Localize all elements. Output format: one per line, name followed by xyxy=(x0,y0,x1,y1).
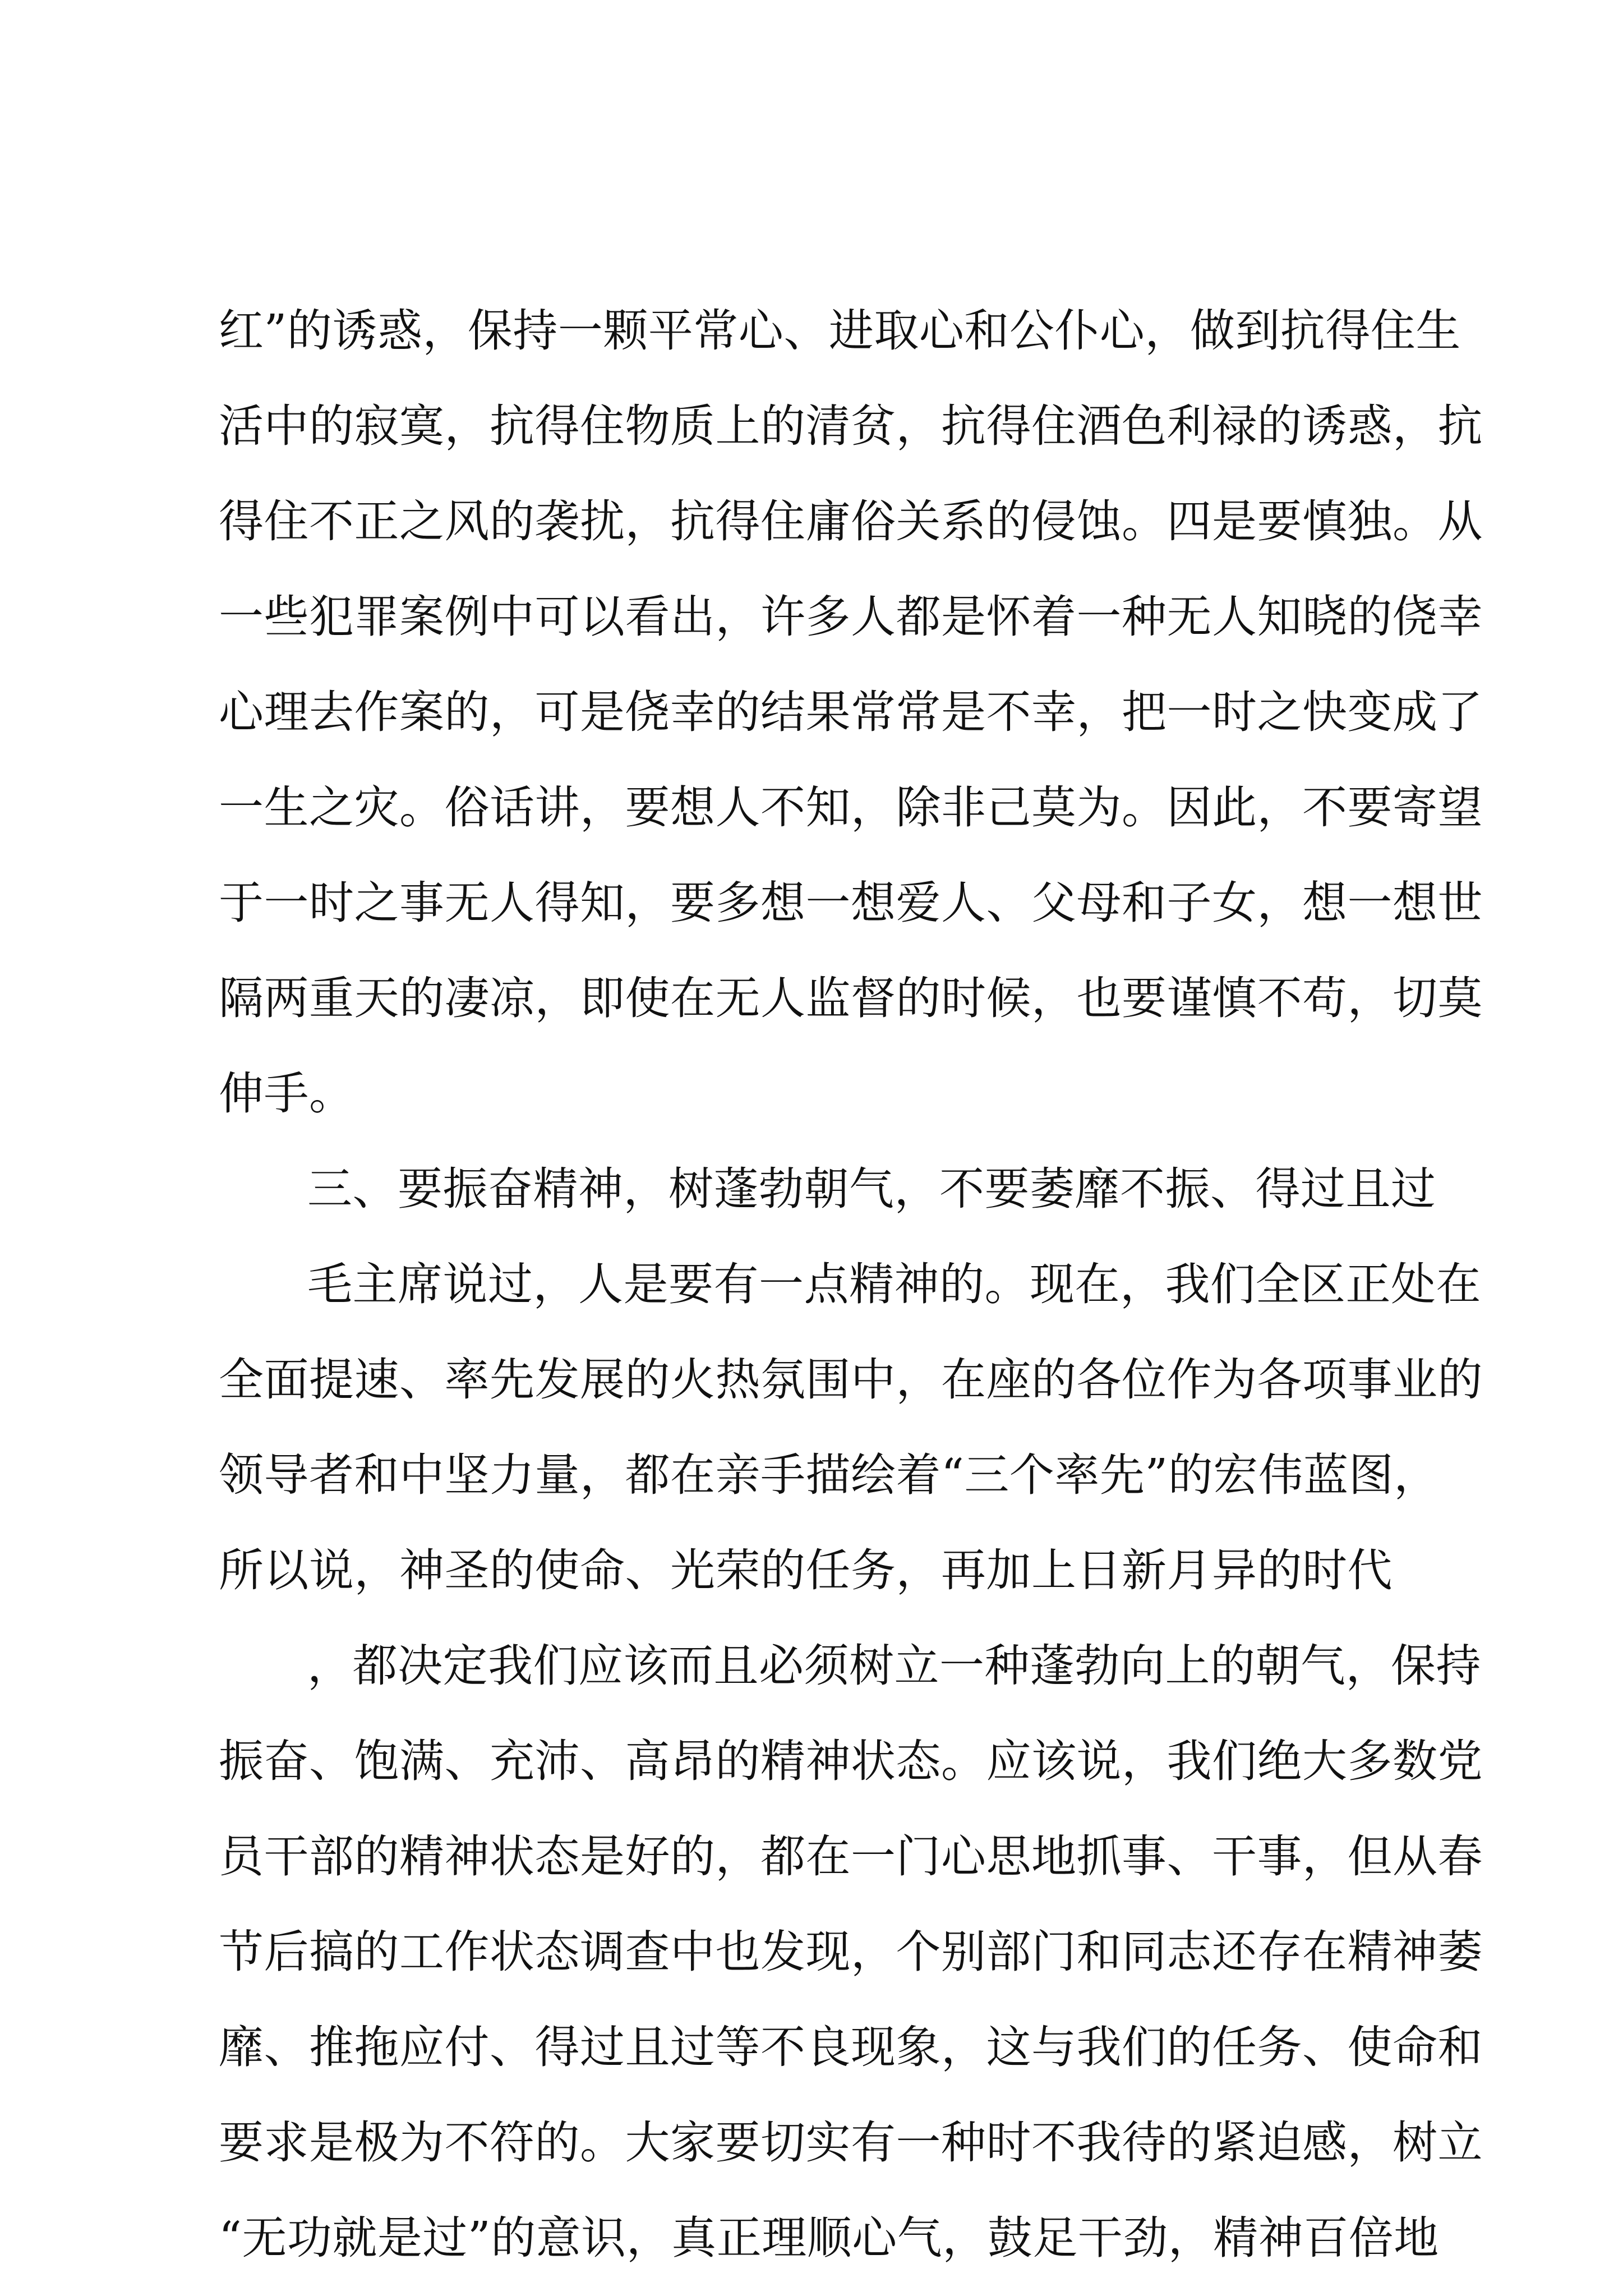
text-line: 所以说，神圣的使命、光荣的任务，再加上日新月异的时代 xyxy=(219,1544,1393,1596)
text-line: 振奋、饱满、充沛、高昂的精神状态。应该说，我们绝大多数党 xyxy=(219,1735,1483,1787)
text-line: 红”的诱惑，保持一颗平常心、进取心和公仆心，做到抗得住生 xyxy=(219,305,1461,357)
text-line: 全面提速、率先发展的火热氛围中，在座的各位作为各项事业的 xyxy=(219,1354,1483,1406)
text-line: 一生之灾。俗话讲，要想人不知，除非己莫为。因此，不要寄望 xyxy=(219,781,1483,834)
text-line: 伸手。 xyxy=(219,1068,354,1120)
text-line: 要求是极为不符的。大家要切实有一种时不我待的紧迫感，树立 xyxy=(219,2116,1483,2169)
text-line: 隔两重天的凄凉，即使在无人监督的时候，也要谨慎不苟，切莫 xyxy=(219,972,1483,1024)
text-line: 领导者和中坚力量，都在亲手描绘着“三个率先”的宏伟蓝图， xyxy=(219,1449,1439,1501)
text-line: 活中的寂寞，抗得住物质上的清贫，抗得住酒色利禄的诱惑，抗 xyxy=(219,400,1483,452)
text-line: 一些犯罪案例中可以看出，许多人都是怀着一种无人知晓的侥幸 xyxy=(219,591,1483,643)
text-line: 节后搞的工作状态调查中也发现，个别部门和同志还存在精神萎 xyxy=(219,1926,1483,1978)
text-line: 靡、推拖应付、得过且过等不良现象，这与我们的任务、使命和 xyxy=(219,2021,1483,2073)
text-line: 毛主席说过，人是要有一点精神的。现在，我们全区正处在 xyxy=(307,1258,1481,1310)
text-line: 心理去作案的，可是侥幸的结果常常是不幸，把一时之快变成了 xyxy=(219,686,1483,738)
section-heading: 三、要振奋精神，树蓬勃朝气，不要萎靡不振、得过且过 xyxy=(307,1163,1436,1215)
text-line: 得住不正之风的袭扰，抗得住庸俗关系的侵蚀。四是要慎独。从 xyxy=(219,495,1483,547)
text-line: ，都决定我们应该而且必须树立一种蓬勃向上的朝气，保持 xyxy=(307,1640,1481,1692)
text-line: “无功就是过”的意识，真正理顺心气，鼓足干劲，精神百倍地 xyxy=(219,2212,1439,2264)
text-line: 员干部的精神状态是好的，都在一门心思地抓事、干事，但从春 xyxy=(219,1830,1483,1883)
text-line: 于一时之事无人得知，要多想一想爱人、父母和子女，想一想世 xyxy=(219,877,1483,929)
